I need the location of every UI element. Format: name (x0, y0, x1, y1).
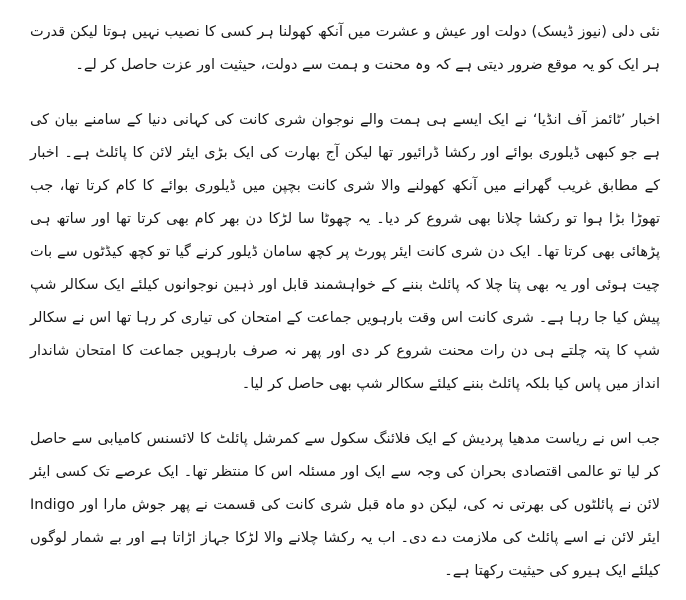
paragraph-story: اخبار ’ٹائمز آف انڈیا‘ نے ایک ایسے ہی ہمت والے نوجوان شری کانت کی کہانی دنیا کے سامنے بیان کی ہے جو کبھی ڈیلوری بوائے اور رکشا ڈرائیور تھا لیکن آج بھارت کی ایک بڑی ایئر لائن کا پائلٹ ہے۔ اخبار کے مطابق غریب گھرانے میں آنکھ کھولنے والا شری کانت بچپن میں ڈیلوری بوائے کا کام کرتا تھا، جب تھوڑا بڑا ہوا تو رکشا چلانا بھی شروع کر دیا۔ یہ چھوٹا سا لڑکا دن بھر کام بھی کرتا تھا اور ساتھ ہی پڑھائی بھی کرتا تھا۔ ایک دن شری کانت ایئر پورٹ پر کچھ سامان ڈیلور کرنے گیا تو کچھ کیڈٹوں سے بات چیت ہوئی اور یہ بھی پتا چلا کہ پائلٹ بننے کے خواہشمند قابل اور ذہین نوجوانوں کیلئے ایک سکالر شپ پیش کیا جا رہا ہے۔ شری کانت اس وقت بارہویں جماعت کے امتحان کی تیاری کر رہا تھا اس نے سکالر شپ کا پتہ چلتے ہی دن رات محنت شروع کر دی اور پھر نہ صرف بارہویں جماعت کا امتحان شاندار انداز میں پاس کیا بلکہ پائلٹ بننے کیلئے سکالر شپ بھی حاصل کر لیا۔ (30, 112, 660, 392)
paragraph-intro: نئی دلی (نیوز ڈیسک) دولت اور عیش و عشرت میں آنکھ کھولنا ہر کسی کا نصیب نہیں ہوتا لیکن قدرت ہر ایک کو یہ موقع ضرور دیتی ہے کہ وہ محنت و ہمت سے دولت، حیثیت اور عزت حاصل کر لے۔ (30, 24, 660, 73)
paragraph-career: جب اس نے ریاست مدھیا پردیش کے ایک فلائنگ سکول سے کمرشل پائلٹ کا لائسنس کامیابی سے حاصل کر لیا تو عالمی اقتصادی بحران کی وجہ سے ایک اور مسئلہ اس کا منتظر تھا۔ ایک عرصے تک کسی ایئر لائن نے پائلٹوں کی بھرتی نہ کی، لیکن دو ماہ قبل شری کانت کی قسمت نے پھر جوش مارا اور Indigo ایئر لائن نے اسے پائلٹ کی ملازمت دے دی۔ اب یہ رکشا چلانے والا لڑکا جہاز اڑاتا ہے اور بے شمار لوگوں کیلئے ایک ہیرو کی حیثیت رکھتا ہے۔ (30, 431, 660, 579)
article-body (30, 16, 660, 588)
